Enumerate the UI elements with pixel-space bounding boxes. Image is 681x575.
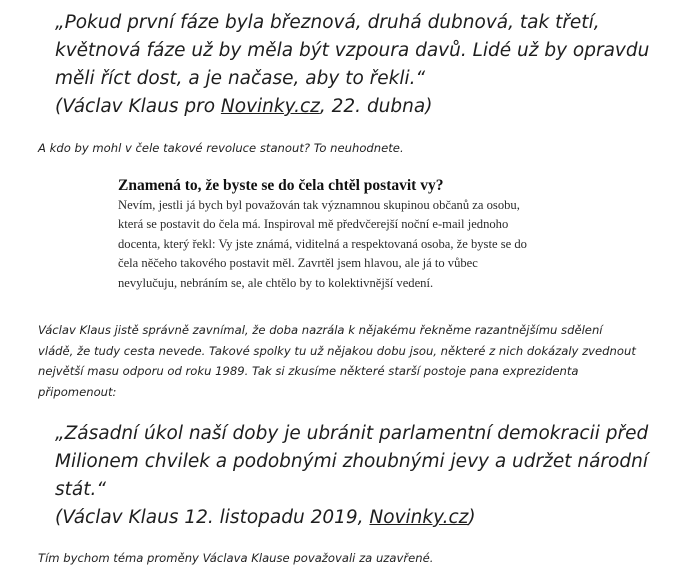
quote-source-suffix: ) bbox=[468, 507, 476, 528]
paragraph-intro bbox=[38, 138, 658, 158]
quote-line: Milionem chvilek a podobnými zhoubnými jevy a udržet národní bbox=[55, 451, 648, 472]
quote-source-suffix: , 22. dubna) bbox=[319, 96, 433, 117]
quote-line: „Zásadní úkol naší doby je ubránit parlamentní demokracii před bbox=[55, 423, 649, 444]
quote-source bbox=[55, 93, 655, 121]
quote-line: „Pokud první fáze byla březnová, druhá dubnová, tak třetí, bbox=[55, 12, 600, 33]
clipping-line: Nevím, jestli já bych byl považován tak významnou skupinou občanů za osobu, bbox=[118, 198, 520, 212]
paragraph-line: připomenout: bbox=[38, 384, 117, 399]
paragraph-text: Tím bychom téma proměny Václava Klause považovali za uzavřené. bbox=[38, 551, 434, 565]
paragraph-line: Václav Klaus jistě správně zavnímal, že doba nazrála k nějakému řekněme razantnějšímu sdělení bbox=[38, 323, 603, 337]
quote-source-prefix: (Václav Klaus pro bbox=[55, 96, 221, 117]
paragraph-line: největší masu odporu od roku 1989. Tak si zkusíme některé starší postoje pana exprezidenta bbox=[38, 364, 579, 378]
clipping-heading: Znamená to, že byste se do čela chtěl postavit vy? bbox=[118, 177, 444, 194]
quote-source bbox=[55, 504, 655, 532]
quote-block-1 bbox=[55, 9, 655, 121]
quote-line: květnová fáze už by měla být vzpoura davů. Lidé už by opravdu bbox=[55, 40, 650, 61]
novinky-link[interactable]: Novinky.cz bbox=[220, 96, 320, 117]
clipping-line: čela něčeho takového postavit měl. Zavrtěl jsem hlavou, ale já to vůbec bbox=[118, 256, 478, 271]
interview-clipping bbox=[118, 176, 588, 293]
clipping-line: nevylučuju, nebráním se, ale chtělo by to kolektivnější vedení. bbox=[118, 275, 434, 290]
quote-line: stát.“ bbox=[55, 479, 106, 500]
paragraph-commentary bbox=[38, 320, 658, 402]
paragraph-line: vládě, že tudy cesta nevede. Takové spolky tu už nějakou dobu jsou, některé z nich dokázaly zvednout bbox=[38, 343, 636, 358]
quote-source-prefix: (Václav Klaus 12. listopadu 2019, bbox=[55, 507, 370, 528]
clipping-line: která se postavit do čela má. Inspiroval mě předvčerejší noční e-mail jednoho bbox=[118, 217, 509, 232]
paragraph-conclusion bbox=[38, 548, 658, 568]
novinky-link[interactable]: Novinky.cz bbox=[369, 507, 469, 528]
paragraph-text: A kdo by mohl v čele takové revoluce stanout? To neuhodnete. bbox=[38, 141, 404, 155]
quote-line: měli říct dost, a je načase, aby to řekli.“ bbox=[55, 68, 426, 89]
quote-block-2 bbox=[55, 420, 655, 532]
clipping-line: docenta, který řekl: Vy jste známá, viditelná a respektovaná osoba, že byste se do bbox=[118, 236, 527, 251]
